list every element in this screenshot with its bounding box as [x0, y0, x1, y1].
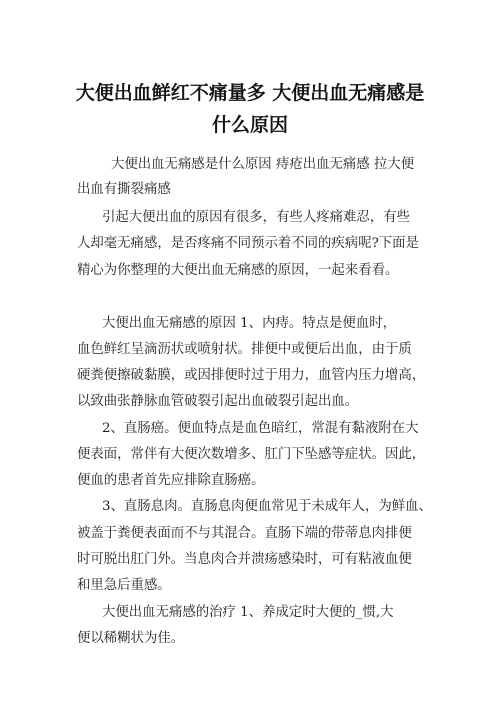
body-line: 血色鲜红呈滴沥状或喷射状。排便中或便后出血，由于质 [77, 342, 412, 357]
body-line: 硬粪便擦破黏膜，或因排便时过于用力，血管内压力增高， [77, 368, 426, 383]
document-title-line-1: 大便出血鲜红不痛量多 大便出血无痛感是 [75, 82, 425, 104]
body-line: 便表面，常伴有大便次数增多、肛门下坠感等症状。因此， [77, 447, 426, 462]
body-line: 以致曲张静脉血管破裂引起出血破裂引起出血。 [77, 394, 359, 409]
body-line: 精心为你整理的大便出血无痛感的原因，一起来看看。 [77, 263, 399, 278]
body-line: 大便出血无痛感的原因 1、内痔。特点是便血时， [102, 316, 396, 331]
document-title-line-2: 什么原因 [211, 114, 288, 136]
body-line: 出血有撕裂痛感 [77, 182, 171, 197]
body-line: 时可脱出肛门外。当息肉合并溃疡感染时，可有粘液血便 [77, 552, 412, 567]
body-line: 便血的患者首先应排除直肠癌。 [77, 473, 265, 488]
body-line: 大便出血无痛感是什么原因 痔疮出血无痛感 拉大便 [111, 157, 415, 172]
body-line: 便以稀糊状为佳。 [77, 631, 185, 646]
body-line: 大便出血无痛感的治疗 1、养成定时大便的_惯,大 [102, 605, 394, 620]
body-line: 人却毫无痛感，是否疼痛不同预示着不同的疾病呢?下面是 [77, 236, 419, 251]
body-line: 2、直肠癌。便血特点是血色暗红，常混有黏液附在大 [102, 421, 419, 436]
body-line: 被盖于粪便表面而不与其混合。直肠下端的带蒂息肉排便 [77, 526, 412, 541]
body-line: 3、直肠息肉。直肠息肉便血常见于未成年人，为鲜血、 [102, 499, 432, 514]
body-line: 和里急后重感。 [77, 578, 171, 593]
body-line: 引起大便出血的原因有很多，有些人疼痛难忍，有些 [102, 210, 410, 225]
